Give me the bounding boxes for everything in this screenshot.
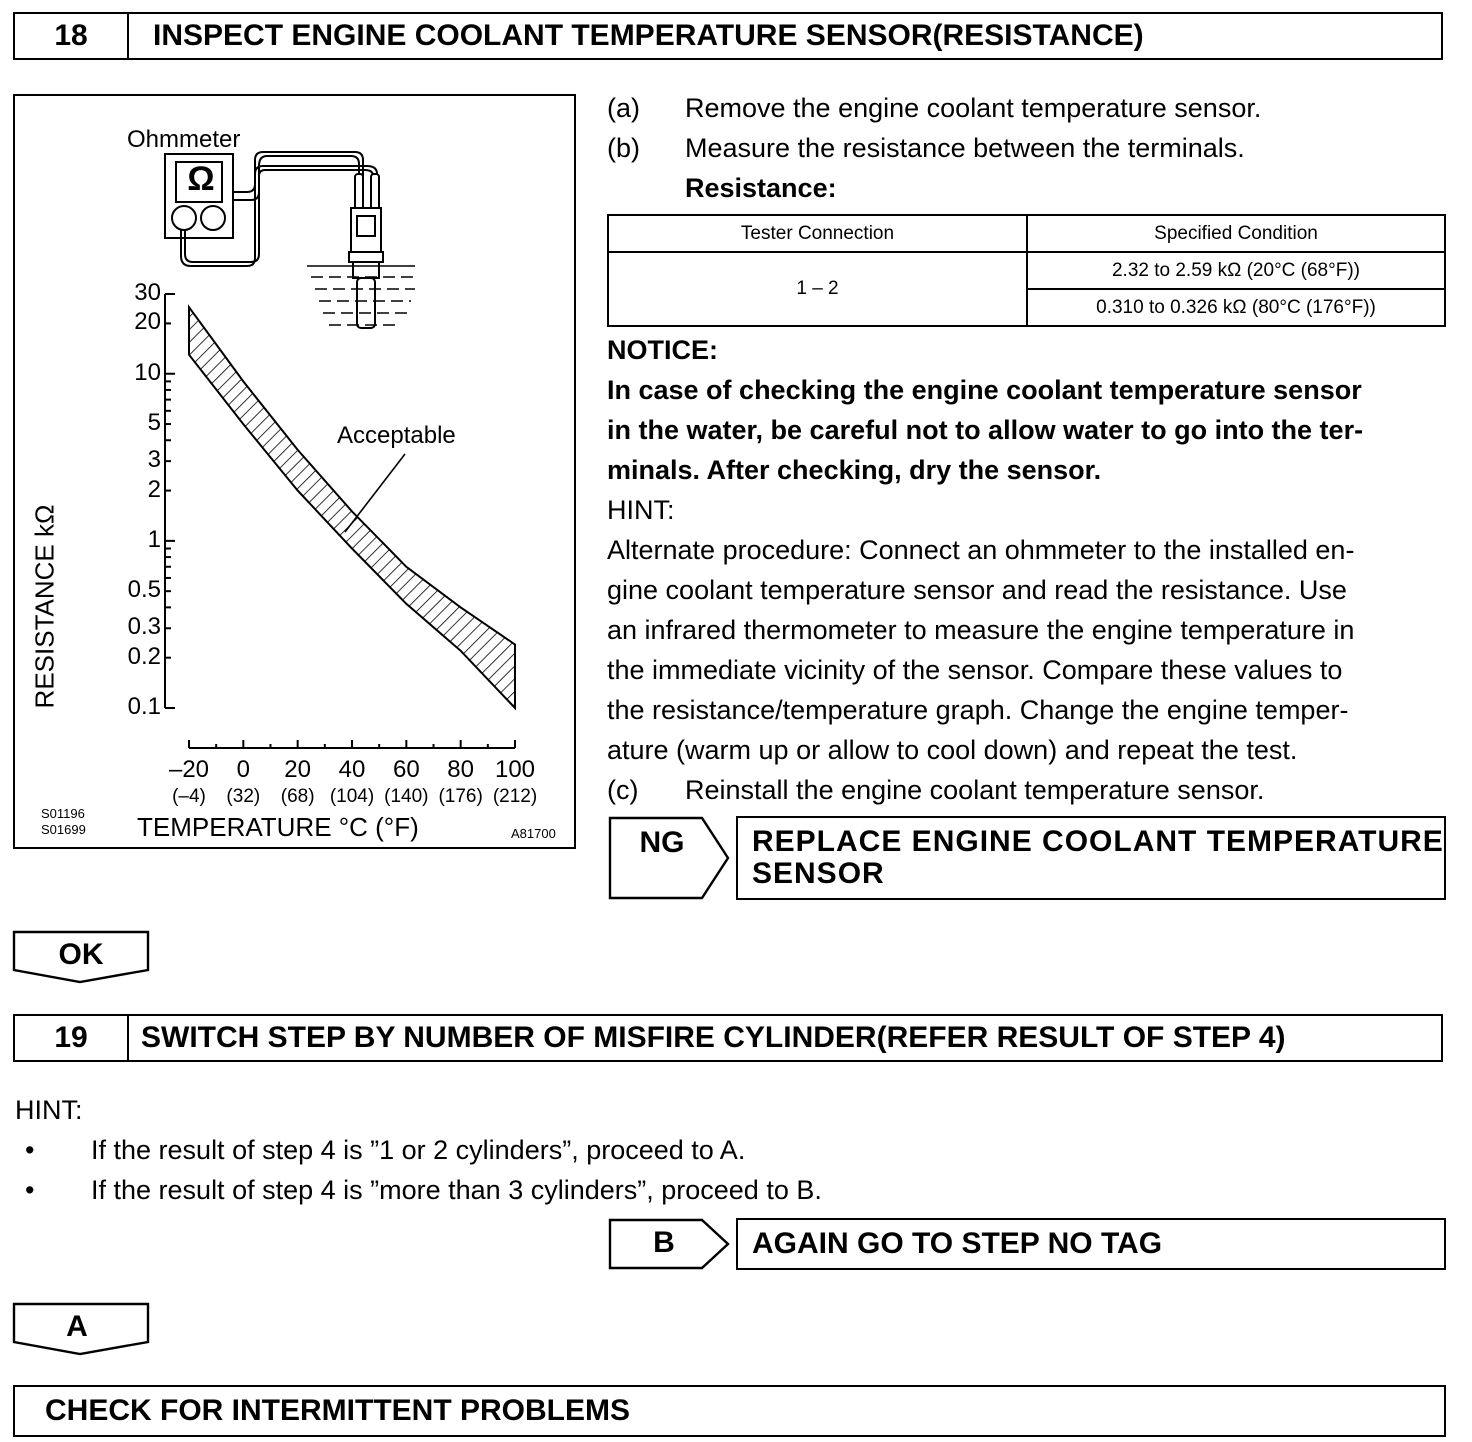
- instruction-b-text: Measure the resistance between the terminals.: [685, 133, 1245, 163]
- ok-label: OK: [58, 938, 104, 971]
- step-18-header: [13, 12, 1443, 60]
- y-axis-title: RESISTANCE kΩ: [29, 504, 60, 709]
- x-tick-label: 80: [447, 756, 474, 783]
- step-19-header: [13, 1014, 1443, 1062]
- y-tick-label: 5: [147, 409, 161, 437]
- y-tick-label: 0.5: [127, 576, 161, 604]
- notice-line: In case of checking the engine coolant temperature sensor: [607, 375, 1362, 405]
- table-header: Specified Condition: [1027, 215, 1445, 252]
- list-item: [15, 1170, 1015, 1210]
- table-header: Tester Connection: [608, 215, 1027, 252]
- acceptable-band: [189, 307, 515, 708]
- bullet: •: [25, 1175, 35, 1205]
- notice-title: NOTICE:: [607, 335, 718, 365]
- instruction-c-text: Reinstall the engine coolant temperature sensor.: [685, 775, 1265, 805]
- ng-result-line: REPLACE ENGINE COOLANT TEMPERATURE: [752, 825, 1444, 858]
- hint-line: gine coolant temperature sensor and read the resistance. Use: [607, 575, 1347, 605]
- y-tick-label: 30: [134, 279, 161, 306]
- hint-title: HINT:: [15, 1095, 83, 1125]
- table-cell-connection: 1 – 2: [608, 252, 1027, 326]
- b-label: B: [653, 1226, 675, 1259]
- notice-hint-block: [607, 330, 1467, 810]
- x-tick-label-fahrenheit: (212): [492, 786, 538, 807]
- final-action-box: [13, 1385, 1446, 1437]
- hint-line: ature (warm up or allow to cool down) and repeat the test.: [607, 735, 1298, 765]
- y-tick-label: 20: [134, 308, 161, 336]
- notice-line: in the water, be careful not to allow water to go into the ter-: [607, 415, 1364, 445]
- y-tick-label: 0.2: [127, 642, 161, 670]
- y-tick-label: 1: [147, 525, 161, 553]
- ng-result-line: SENSOR: [752, 857, 885, 890]
- instruction-a-mark: (a): [607, 93, 640, 123]
- notice-line: minals. After checking, dry the sensor.: [607, 455, 1102, 485]
- hint-title: HINT:: [607, 495, 675, 525]
- resistance-figure: [13, 94, 576, 849]
- final-action-text: CHECK FOR INTERMITTENT PROBLEMS: [45, 1394, 630, 1427]
- y-tick-label: 3: [147, 446, 161, 474]
- figure-code-top: S01196: [41, 806, 85, 821]
- y-tick-label: 10: [134, 358, 161, 386]
- x-tick-label: 20: [284, 756, 311, 783]
- ng-label: NG: [639, 826, 685, 859]
- a-label: A: [66, 1310, 88, 1343]
- hint-line: the resistance/temperature graph. Change the engine temper-: [607, 695, 1349, 725]
- spec-table: [607, 214, 1446, 327]
- figure-drawing: [15, 96, 574, 847]
- ng-result-box: [736, 816, 1446, 900]
- acceptable-leader-line: [345, 454, 405, 532]
- x-axis-title: TEMPERATURE °C (°F): [137, 812, 419, 842]
- acceptable-label: Acceptable: [337, 422, 456, 449]
- instruction-a: [607, 88, 1467, 128]
- instruction-a-text: Remove the engine coolant temperature sensor.: [685, 93, 1262, 123]
- b-result-text: AGAIN GO TO STEP NO TAG: [752, 1227, 1163, 1260]
- x-tick-label-fahrenheit: (32): [226, 786, 261, 807]
- x-tick-label: 60: [392, 756, 420, 783]
- x-tick-label-fahrenheit: (140): [384, 786, 429, 807]
- list-item: [15, 1130, 1015, 1170]
- x-tick-label: 40: [338, 756, 366, 783]
- step-number: 18: [15, 14, 129, 58]
- x-tick-label-fahrenheit: (104): [329, 786, 375, 807]
- y-tick-label: 2: [147, 475, 161, 503]
- x-tick-label-fahrenheit: (68): [280, 786, 315, 807]
- instruction-block: [607, 88, 1467, 208]
- hint-line: an infrared thermometer to measure the engine temperature in: [607, 615, 1355, 645]
- table-cell-condition: 2.32 to 2.59 kΩ (20°C (68°F)): [1027, 252, 1445, 289]
- step-title: SWITCH STEP BY NUMBER OF MISFIRE CYLINDER(REFER RESULT OF STEP 4): [141, 1021, 1286, 1054]
- figure-code-right: A81700: [511, 826, 556, 841]
- hint-line: the immediate vicinity of the sensor. Compare these values to: [607, 655, 1343, 685]
- coolant-sensor-icon: [349, 208, 383, 328]
- b-result-box: [736, 1218, 1446, 1270]
- instruction-c: [607, 770, 1467, 810]
- x-tick-label-fahrenheit: (176): [438, 786, 483, 807]
- hint-19-block: [15, 1090, 1015, 1210]
- y-tick-label: 0.3: [127, 613, 161, 641]
- instruction-b-mark: (b): [607, 133, 640, 163]
- x-tick-label-fahrenheit: (–4): [172, 786, 206, 807]
- list-item-text: If the result of step 4 is ”1 or 2 cylinders”, proceed to A.: [91, 1135, 746, 1165]
- hint-line: Alternate procedure: Connect an ohmmeter to the installed en-: [607, 535, 1355, 565]
- instruction-c-mark: (c): [607, 775, 639, 805]
- x-tick-label: –20: [168, 756, 210, 783]
- ohm-symbol: Ω: [187, 160, 215, 198]
- bullet: •: [25, 1135, 35, 1165]
- list-item-text: If the result of step 4 is ”more than 3 cylinders”, proceed to B.: [91, 1175, 822, 1205]
- step-number: 19: [15, 1016, 129, 1060]
- instruction-b: [607, 128, 1467, 168]
- figure-code-bottom: S01699: [41, 822, 86, 837]
- table-cell-condition: 0.310 to 0.326 kΩ (80°C (176°F)): [1027, 289, 1445, 326]
- ohmmeter-label: Ohmmeter: [127, 126, 241, 153]
- y-tick-label: 0.1: [127, 693, 161, 720]
- resistance-label: Resistance:: [685, 173, 837, 203]
- x-tick-label: 0: [236, 756, 250, 783]
- x-tick-label: 100: [494, 756, 536, 783]
- step-title: INSPECT ENGINE COOLANT TEMPERATURE SENSOR(RESISTANCE): [153, 19, 1144, 52]
